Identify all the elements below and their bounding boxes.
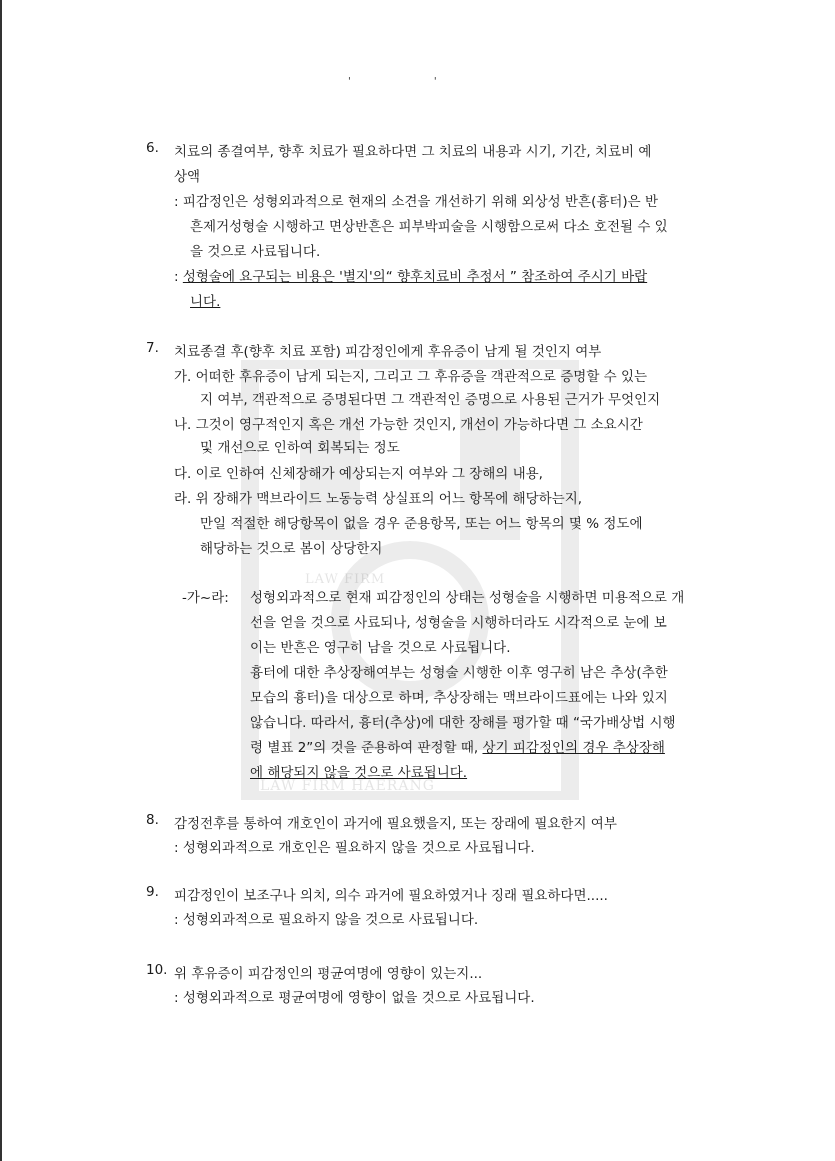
sub-item-ga: 지 여부, 객관적으로 증명된다면 그 객관적인 증명으로 사용된 근거가 무엇인지 [200,392,661,408]
answer-text: 성형외과적으로 현재 피감정인의 상태는 성형술을 시행하면 미용적으로 개 [250,590,685,606]
answer-text: : 성형외과적으로 필요하지 않을 것으로 사료됩니다. [174,912,479,928]
question-title: 치료의 종결여부, 향후 치료가 필요하다면 그 치료의 내용과 시기, 기간, 치료비 예 [174,144,652,160]
watermark-text-bottom: LAW FIRM HAERANG [260,778,435,794]
sub-item-na: 및 개선으로 인하여 회복되는 정도 [200,440,400,456]
watermark-text: LAW FIRM [305,572,386,587]
question-number: 9. [146,884,159,900]
question-title: 상액 [174,169,201,185]
sub-item-ra: 해당하는 것으로 봄이 상당한지 [200,541,383,557]
underlined-text: 상기 피감정인의 경우 추상장해 [482,740,665,756]
underlined-text: 성형술에 요구되는 비용은 '별지'의“ 향후치료비 추정서 ” 참조하여 주시기 바랍 [182,269,648,285]
answer-text: : 피감정인은 성형외과적으로 현재의 소견을 개선하기 위해 외상성 반흔(흉터)은 반 [174,194,659,210]
underlined-text: 니다. [190,294,221,310]
answer-text-part: 령 별표 2”의 것을 준용하여 판정할 때, [250,740,483,756]
answer-cost-note [174,265,647,285]
answer-text: 않습니다. 따라서, 흉터(추상)에 대한 장해를 평가할 때 “국가배상법 시행 [250,715,676,731]
question-title: 치료종결 후(향후 치료 포함) 피감정인에게 후유증이 남게 될 것인지 여부 [174,344,602,360]
answer-text: 이는 반흔은 영구히 남을 것으로 사료됩니다. [250,640,511,656]
question-number: 6. [146,140,159,156]
question-number: 8. [146,812,159,828]
answer-prefix: : [174,269,183,285]
answer-text: 선을 얻을 것으로 사료되나, 성형술을 시행하더라도 시각적으로 눈에 보 [250,615,667,631]
sub-item-na: 나. 그것이 영구적인지 혹은 개선 가능한 것인지, 개선이 가능하다면 그 소요시간 [174,417,643,433]
answer-text: 을 것으로 사료됩니다. [190,244,321,260]
sub-item-ra: 라. 위 장해가 맥브라이드 노동능력 상실표의 어느 항목에 해당하는지, [174,491,583,507]
scan-left-edge [0,0,2,1161]
question-title: 위 후유증이 피감정인의 평균여명에 영향이 있는지... [174,966,483,982]
sub-item-ga: 가. 어떠한 후유증이 남게 되는지, 그리고 그 후유증을 객관적으로 증명할 수 있는 [174,369,648,385]
sub-item-ra: 만일 적절한 해당항목이 없을 경우 준용항목, 또는 어느 항목의 몇 % 정도에 [200,516,643,532]
underlined-text: 에 해당되지 않을 것으로 사료됩니다. [250,765,468,781]
answer-label: -가~라: [182,590,229,606]
answer-text: 흔제거성형술 시행하고 면상반흔은 피부박피술을 시행함으로써 다소 호전될 수 있 [190,219,668,235]
answer-text: : 성형외과적으로 개호인은 필요하지 않을 것으로 사료됩니다. [174,840,535,856]
answer-text: : 성형외과적으로 평균여명에 영향이 없을 것으로 사료됩니다. [174,990,535,1006]
answer-text: 모습의 흉터)을 대상으로 하며, 추상장해는 맥브라이드표에는 나와 있지 [250,690,668,706]
answer-text [250,736,665,756]
sub-item-da: 다. 이로 인하여 신체장해가 예상되는지 여부와 그 장해의 내용, [174,466,543,482]
answer-text: 흉터에 대한 추상장해여부는 성형술 시행한 이후 영구히 남은 추상(추한 [250,665,668,681]
question-title: 감정전후를 통하여 개호인이 과거에 필요했을지, 또는 장래에 필요한지 여부 [174,816,617,832]
question-number: 10. [146,962,168,978]
question-title: 피감정인이 보조구나 의치, 의수 과거에 필요하였거나 징래 필요하다면..... [174,888,608,904]
question-number: 7. [146,340,159,356]
page-marks: ' ' [348,76,477,87]
